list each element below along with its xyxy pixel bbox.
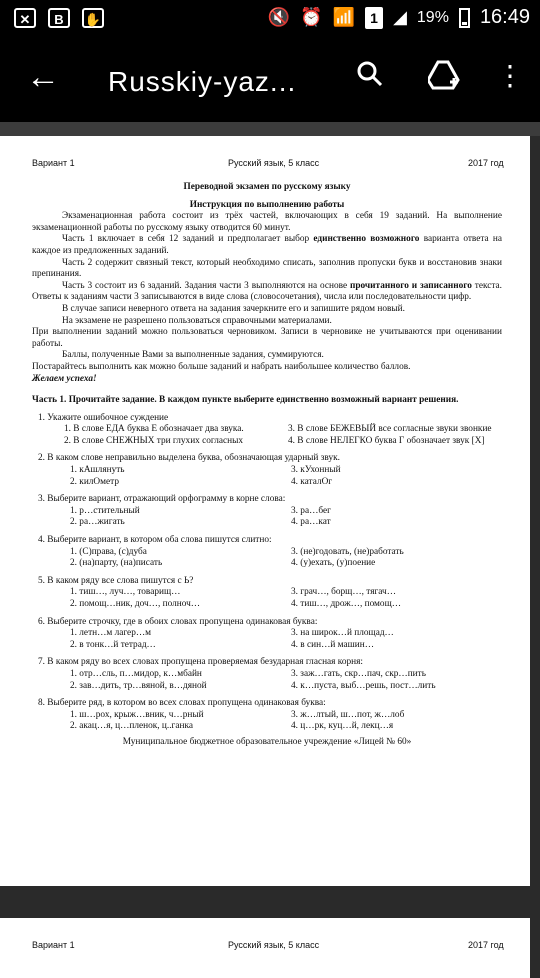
question-3 [32, 494, 502, 529]
answer-options [70, 669, 502, 692]
answer-option: 3. заж…гать, скр…пач, скр…пить [291, 668, 426, 679]
answer-option: 2. ра…жигать [70, 517, 125, 528]
header-year: 2017 год [468, 940, 504, 950]
answer-option: 2. акац…я, ц…пленок, ц..ганка [70, 721, 193, 732]
paragraph: При выполнении заданий можно пользоваться черновиком. Записи в черновике не учитываются при оценивании работы. [32, 327, 502, 349]
question-text: 5. В каком ряду все слова пишутся с Ь? [38, 575, 194, 586]
answer-option: 3. на широк…й площад… [291, 628, 394, 639]
answer-option: 4. ра…кат [291, 517, 331, 528]
paragraph: Часть 2 содержит связный текст, который необходимо списать, заполнив пропуски букв и восстановив знаки препинания. [32, 257, 502, 280]
paragraph: В случае записи неверного ответа на задания зачеркните его и запишите рядом новый. [62, 303, 405, 314]
answer-options [70, 710, 502, 733]
answer-option: 1. отр…сль, п…мидор, к…мбайн [70, 668, 202, 679]
answer-options [64, 424, 502, 447]
clock: 16:49 [479, 6, 530, 28]
gadget-icon: ✋ [82, 8, 104, 28]
answer-option: 4. к…пуста, выб…решь, пост…лить [291, 680, 436, 691]
header-subject: Русский язык, 5 класс [228, 940, 320, 950]
question-text: 2. В каком слове неправильно выделена буква, обозначающая ударный звук. [38, 453, 340, 464]
app-bar [0, 38, 540, 122]
instruction-title: Инструкция по выполнению работы [189, 199, 345, 210]
answer-option: 4. ц…рк, куц…й, лекц…я [291, 721, 394, 732]
answer-option: 2. зав…дить, тр…вяной, в…дяной [70, 680, 207, 691]
answer-option: 2. помощ…ник, доч…, полноч… [70, 599, 201, 609]
answer-option: 2. В слове СНЕЖНЫХ три глухих согласных [64, 435, 244, 446]
question-6 [32, 617, 502, 652]
alarm-icon: ⏰ [300, 7, 323, 27]
question-text: 4. Выберите вариант, в котором оба слова пишутся слитно: [38, 535, 272, 546]
footer-school: Муниципальное бюджетное образовательное учреждение «Лицей № 60» [122, 736, 412, 747]
answer-option: 1. (С)права, (с)дуба [70, 546, 147, 557]
arrow-left-icon[interactable]: ← [26, 58, 60, 96]
mute-icon: 🔇 [267, 7, 291, 27]
part1-heading: Часть 1. Прочитайте задание. В каждом пункте выберите единственно возможный вариант решения. [32, 395, 459, 406]
answer-option: 2. килОметр [70, 476, 119, 487]
vk-icon: В [48, 8, 70, 28]
answer-option: 4. (у)ехать, (у)поение [291, 558, 376, 569]
answer-option: 1. кАшлянуть [70, 465, 125, 476]
answer-options [70, 465, 502, 488]
document-page-1[interactable] [0, 136, 530, 886]
header-variant: Вариант 1 [32, 940, 75, 950]
question-text: 6. Выберите строчку, где в обоих словах пропущена одинаковая буква: [38, 616, 318, 627]
header-subject: Русский язык, 5 класс [228, 158, 320, 168]
paragraph: Экзаменационная работа состоит из трёх частей, включающих в себя 19 заданий. На выполнение экзаменационной работы по русскому языку отводится 60 минут. [32, 211, 502, 233]
drive-add-icon[interactable] [428, 60, 458, 90]
search-icon[interactable] [356, 60, 384, 95]
question-1 [32, 413, 502, 448]
answer-option: 3. (не)годовать, (не)работать [291, 546, 404, 557]
answer-option: 4. в син…й машин… [291, 639, 375, 650]
answer-options [70, 506, 502, 529]
answer-option: 3. В слове БЕЖЕВЫЙ все согласные звуки звонкие [288, 424, 492, 435]
answer-option: 1. р…стительный [70, 505, 140, 516]
wifi-icon: 📶 [332, 7, 356, 27]
answer-option: 3. ра…бег [291, 505, 331, 516]
paragraph: Часть 1 включает в себя 12 заданий и предполагает выбор единственно возможного варианта ответа на каждое из предложенных заданий. [32, 234, 503, 256]
question-text: 8. Выберите ряд, в котором во всех словах пропущена одинаковая буква: [38, 698, 326, 709]
status-bar [0, 0, 540, 38]
question-text: 3. Выберите вариант, отражающий орфограмму в корне слова: [38, 494, 286, 505]
battery-icon [459, 8, 470, 28]
document-page-2[interactable] [0, 918, 530, 978]
header-year: 2017 год [468, 158, 504, 168]
question-list [32, 413, 502, 733]
question-7 [32, 657, 502, 692]
question-2 [32, 453, 502, 488]
answer-option: 3. ж…лтый, ш…пот, ж…лоб [291, 709, 405, 720]
answer-option: 4. каталОг [291, 476, 333, 487]
battery-percent: 19% [416, 8, 449, 26]
paragraph: Баллы, полученные Вами за выполненные задания, суммируются. [62, 350, 324, 361]
answer-option: 4. В слове НЕЛЕГКО буква Г обозначает звук [X] [288, 435, 485, 446]
question-text: 1. Укажите ошибочное суждение [38, 412, 169, 423]
document-title: Russkiy-yaz... [108, 66, 297, 97]
header-variant: Вариант 1 [32, 158, 75, 168]
question-text: 7. В каком ряду во всех словах пропущена проверяемая безударная гласная корня: [38, 657, 363, 668]
paragraph: На экзамене не разрешено пользоваться справочными материалами. [62, 315, 332, 326]
more-vert-icon[interactable]: ⋮ [496, 60, 524, 91]
exam-title: Переводной экзамен по русскому языку [183, 182, 351, 192]
answer-option: 3. грач…, борщ…, тягач… [291, 587, 397, 598]
answer-option: 2. (на)парту, (на)писать [70, 558, 163, 569]
answer-option: 1. В слове ЕДА буква Е обозначает два звука. [64, 424, 244, 435]
wish-text: Желаем успеха! [32, 373, 97, 384]
answer-options [70, 547, 502, 570]
viewer-background [0, 122, 540, 136]
answer-option: 2. в тонк…й тетрад… [70, 639, 156, 650]
question-8 [32, 698, 502, 733]
question-4 [32, 535, 502, 570]
answer-option: 1. ш…рох, крыж…вник, ч…рный [70, 709, 204, 720]
answer-option: 4. тиш…, дрож…, помощ… [291, 599, 402, 609]
signal-icon: ◢ [393, 7, 407, 27]
answer-option: 3. кУхонный [291, 465, 341, 476]
sim-icon: 1 [365, 7, 383, 29]
answer-option: 1. тиш…, луч…, товарищ… [70, 587, 181, 598]
paragraph: Часть 3 состоит из 6 заданий. Задания части 3 выполняются на основе прочитанного и записанного текста. Ответы к заданиям части 3 записываются в виде слова (словосочетания), числа или последовательности цифр. [32, 280, 502, 303]
answer-option: 1. летн…м лагер…м [70, 628, 152, 639]
answer-options [70, 587, 502, 610]
paragraph: Постарайтесь выполнить как можно больше заданий и набрать наибольшее количество баллов. [32, 361, 411, 372]
answer-options [70, 628, 502, 651]
close-icon: ✕ [14, 8, 36, 28]
question-5 [32, 576, 502, 611]
document-body [32, 182, 502, 749]
